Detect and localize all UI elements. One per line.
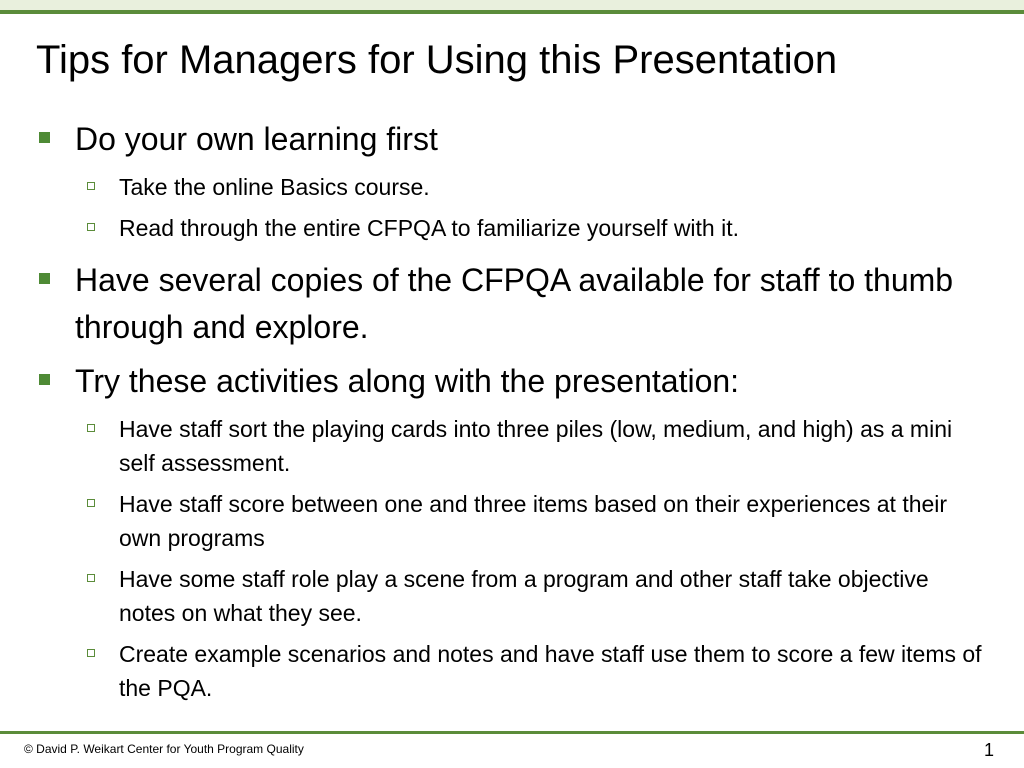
footer-copyright: © David P. Weikart Center for Youth Program Quality [24,742,304,756]
sub-bullet-item [36,170,986,204]
page-number: 1 [983,740,994,760]
sub-bullet-text: Have staff score between one and three items based on their experiences at their own programs [119,491,948,551]
bullet-list [36,116,986,717]
top-divider [0,10,1024,14]
filled-square-bullet-icon [39,374,50,385]
sub-bullet-list [36,170,986,245]
bullet-text: Try these activities along with the presentation: [75,363,740,399]
bullet-item-cfpqa-copies [36,257,986,351]
sub-bullet-text: Create example scenarios and notes and have staff use them to score a few items of the PQA. [119,641,982,701]
hollow-square-bullet-icon [87,649,95,657]
slide-title: Tips for Managers for Using this Presentation [36,38,838,82]
hollow-square-bullet-icon [87,182,95,190]
bullet-item-activities [36,358,986,405]
sub-bullet-text: Read through the entire CFPQA to familiarize yourself with it. [119,215,740,241]
bullet-text: Have several copies of the CFPQA available for staff to thumb through and explore. [75,262,954,345]
sub-bullet-list [36,412,986,705]
top-decorative-band [0,0,1024,10]
sub-bullet-item [36,637,986,705]
filled-square-bullet-icon [39,273,50,284]
sub-bullet-item [36,562,986,630]
sub-bullet-item [36,487,986,555]
sub-bullet-text: Have some staff role play a scene from a program and other staff take objective notes on what they see. [119,566,929,626]
bullet-item-learning-first [36,116,986,163]
footer-divider [0,731,1024,734]
hollow-square-bullet-icon [87,223,95,231]
sub-bullet-item [36,412,986,480]
hollow-square-bullet-icon [87,574,95,582]
sub-bullet-item [36,211,986,245]
hollow-square-bullet-icon [87,424,95,432]
hollow-square-bullet-icon [87,499,95,507]
sub-bullet-text: Take the online Basics course. [119,174,430,200]
bullet-text: Do your own learning first [75,121,438,157]
filled-square-bullet-icon [39,132,50,143]
sub-bullet-text: Have staff sort the playing cards into three piles (low, medium, and high) as a mini self assessment. [119,416,953,476]
